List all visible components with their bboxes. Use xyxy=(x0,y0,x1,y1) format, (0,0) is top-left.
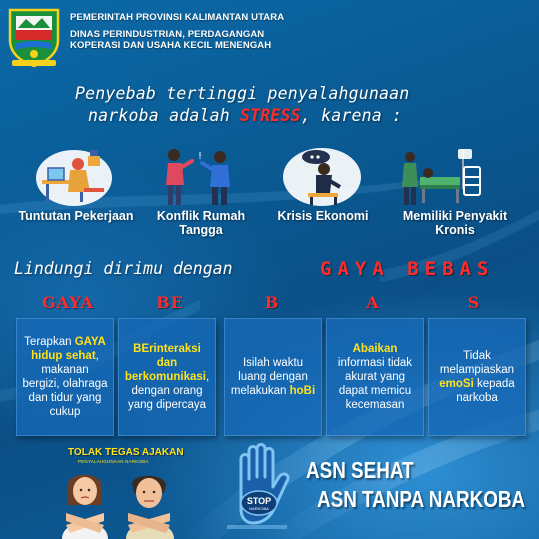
tip-text-run: Terapkan xyxy=(24,336,75,348)
headline-text-after: , karena : xyxy=(300,106,403,125)
tip-highlight: Abaikan xyxy=(352,343,398,355)
tip-text-run: , makanan bergizi, olahraga dan tidur yang cukup xyxy=(22,350,108,418)
headline-text-before: narkoba adalah xyxy=(88,106,241,125)
column-head-gaya: GAYA xyxy=(41,293,95,312)
org-name-line-3: KOPERASI DAN USAHA KECIL MENENGAH xyxy=(70,40,272,51)
cause-label-illness: Memiliki Penyakit Kronis xyxy=(402,209,508,237)
protect-intro: Lindungi dirimu dengan xyxy=(14,259,233,278)
asn-slogan-line-2: ASN TANPA NARKOBA xyxy=(317,486,526,512)
headline-line-2 xyxy=(88,106,402,125)
asn-slogan-line-1: ASN SEHAT xyxy=(306,457,414,483)
tip-text-a xyxy=(332,342,418,412)
provincial-emblem-icon xyxy=(6,6,62,68)
tip-box-a xyxy=(326,318,424,436)
tip-text-run: informasi tidak akurat yang dapat memicu kecemasan xyxy=(337,357,413,411)
tip-highlight: emoSi xyxy=(439,378,474,390)
tip-highlight: hoBi xyxy=(289,385,316,397)
hospital-bed-icon xyxy=(400,145,482,207)
tip-box-s xyxy=(428,318,526,436)
tip-text-run: Isilah waktu luang dengan melakukan xyxy=(230,357,308,397)
headline-line-1: Penyebab tertinggi penyalahgunaan xyxy=(75,84,410,103)
tip-text-s xyxy=(434,349,520,405)
tolak-title: TOLAK TEGAS AJAKAN xyxy=(68,447,184,458)
tip-box-b xyxy=(224,318,322,436)
gaya-bebas-slogan: GAYA BEBAS xyxy=(320,258,495,280)
column-head-b: B xyxy=(264,293,280,312)
cause-label-work: Tuntutan Pekerjaan xyxy=(18,209,134,223)
column-head-be: BE xyxy=(156,293,184,312)
tip-text-b xyxy=(230,356,316,398)
tip-highlight: BErinteraksi dan berkomunikasi xyxy=(124,343,206,383)
stop-label: STOP xyxy=(246,496,272,506)
tip-box-gaya xyxy=(16,318,114,436)
stress-highlight: STRESS xyxy=(240,106,301,125)
tip-box-be xyxy=(118,318,216,436)
org-name-line-1: PEMERINTAH PROVINSI KALIMANTAN UTARA xyxy=(70,12,285,23)
tip-text-be xyxy=(124,342,210,412)
tolak-subtitle: PENYALAHGUNAAN NARKOBA xyxy=(78,459,149,464)
column-head-s: S xyxy=(467,293,481,312)
stop-sublabel: NARKOBA xyxy=(249,506,269,511)
crossed-arms-people-icon xyxy=(56,465,180,539)
tip-highlight: GAYA hidup sehat xyxy=(31,336,106,362)
tip-text-gaya xyxy=(22,335,108,419)
arguing-couple-icon xyxy=(158,145,240,207)
cause-label-household: Konflik Rumah Tangga xyxy=(156,209,246,237)
stressed-worker-icon xyxy=(32,146,114,208)
tip-text-run: kepada narkoba xyxy=(456,378,515,404)
tip-text-run: Tidak melampiaskan xyxy=(439,350,515,376)
cause-label-economic: Krisis Ekonomi xyxy=(277,209,369,223)
svg-text:!: ! xyxy=(198,151,203,162)
tip-text-run: , dengan orang yang dipercaya xyxy=(128,371,210,411)
column-head-a: A xyxy=(366,293,380,312)
worried-man-icon xyxy=(282,145,364,207)
stop-hand-icon xyxy=(223,443,307,533)
org-name-line-2: DINAS PERINDUSTRIAN, PERDAGANGAN xyxy=(70,29,265,40)
